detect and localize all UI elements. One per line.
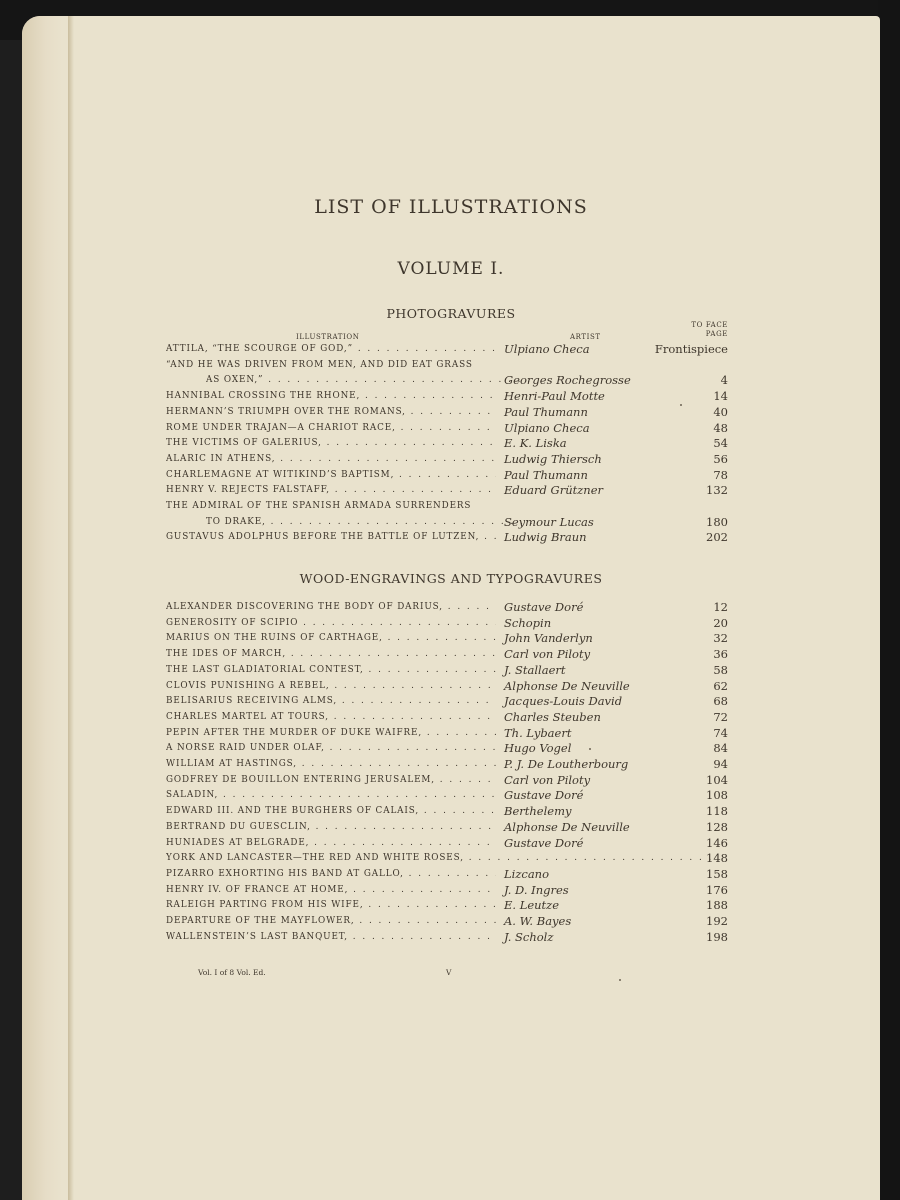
column-header-artist: ARTIST <box>570 333 601 341</box>
illustration-title: BERTRAND DU GUESCLIN, . . . <box>166 822 496 832</box>
page-number: 192 <box>706 914 728 928</box>
volume-heading: VOLUME I. <box>397 259 505 279</box>
paper-speck <box>680 404 682 406</box>
table-row <box>166 342 728 358</box>
illustration-title: MARIUS ON THE RUINS OF CARTHAGE, . . . <box>166 633 496 643</box>
column-header-illustration: ILLUSTRATION <box>296 333 360 341</box>
page-number: 108 <box>706 788 728 803</box>
wood-engravings-heading: WOOD-ENGRAVINGS AND TYPOGRAVURES <box>299 571 603 586</box>
artist-name: Carl von Piloty <box>504 772 591 787</box>
table-row <box>166 647 728 663</box>
table-row <box>166 600 728 616</box>
page-number: 32 <box>713 631 728 646</box>
illustration-title: TO DRAKE, . . . <box>206 517 536 527</box>
table-row <box>166 499 728 515</box>
page-number: 94 <box>713 757 728 771</box>
page-number: 74 <box>713 725 728 740</box>
artist-name: Charles Steuben <box>504 709 601 724</box>
page-number: 198 <box>706 929 728 944</box>
page-number: 104 <box>706 772 728 787</box>
illustration-title: CHARLEMAGNE AT WITIKIND’S BAPTISM, . . . <box>166 470 496 480</box>
artist-name: Seymour Lucas <box>504 514 594 529</box>
page-number: 68 <box>713 694 728 709</box>
artist-name: Paul Thumann <box>504 404 588 419</box>
spine-shadow <box>68 16 74 1200</box>
table-row <box>166 468 728 484</box>
table-row <box>166 694 728 710</box>
page-number: 14 <box>713 389 728 404</box>
illustration-title: BELISARIUS RECEIVING ALMS, . . . <box>166 696 496 706</box>
illustration-title: CLOVIS PUNISHING A REBEL, . . . <box>166 681 496 691</box>
table-row <box>166 373 728 389</box>
illustration-title: HENRY IV. OF FRANCE AT HOME, . . . <box>166 885 496 895</box>
page-number: Frontispiece <box>654 342 728 356</box>
table-row <box>166 930 728 946</box>
table-row <box>166 710 728 726</box>
photogravures-heading: PHOTOGRAVURES <box>386 306 516 321</box>
table-row <box>166 820 728 836</box>
paper-speck <box>589 748 591 750</box>
page-number: 132 <box>706 483 728 498</box>
illustration-title: THE LAST GLADIATORIAL CONTEST, . . . <box>166 665 496 675</box>
illustration-title: A NORSE RAID UNDER OLAF, . . . <box>166 743 496 753</box>
table-row <box>166 358 728 374</box>
page-number: 188 <box>706 898 728 913</box>
edition-note: Vol. I of 8 Vol. Ed. <box>198 968 266 977</box>
table-row <box>166 389 728 405</box>
page-title: LIST OF ILLUSTRATIONS <box>314 196 588 218</box>
artist-name: Lizcano <box>504 866 550 881</box>
illustration-title: HUNIADES AT BELGRADE, . . . <box>166 838 496 848</box>
artist-name: Berthelemy <box>504 804 572 819</box>
table-row <box>166 867 728 883</box>
artist-name: Gustave Doré <box>504 835 584 850</box>
page-number: 180 <box>706 514 728 529</box>
artist-name: Ulpiano Checa <box>504 420 590 435</box>
illustration-title: GENEROSITY OF SCIPIO . . . <box>166 618 496 628</box>
page-number: 4 <box>720 373 728 388</box>
artist-name: Henri-Paul Motte <box>504 389 605 404</box>
artist-name: Gustave Doré <box>504 600 584 614</box>
artist-name: Gustave Doré <box>504 788 584 803</box>
book-cloth-right <box>878 0 900 1200</box>
artist-name: P. J. De Loutherbourg <box>504 757 629 771</box>
illustration-title: RALEIGH PARTING FROM HIS WIFE, . . . <box>166 900 496 910</box>
page-gutter <box>22 16 62 1200</box>
illustration-title: DEPARTURE OF THE MAYFLOWER, . . . <box>166 916 496 926</box>
paper-speck <box>619 979 621 981</box>
page-number: 48 <box>713 420 728 435</box>
artist-name: Carl von Piloty <box>504 647 591 662</box>
table-row <box>166 788 728 804</box>
artist-name: Alphonse De Neuville <box>504 819 630 834</box>
artist-name: Jacques-Louis David <box>504 694 623 709</box>
table-row <box>166 421 728 437</box>
illustration-title: HENRY V. REJECTS FALSTAFF, . . . <box>166 485 496 495</box>
illustration-title: HERMANN’S TRIUMPH OVER THE ROMANS, . . . <box>166 407 496 417</box>
page-number: 146 <box>706 835 728 850</box>
page-folio: V <box>446 968 452 977</box>
book-page <box>22 16 880 1200</box>
table-row <box>166 804 728 820</box>
table-row <box>166 663 728 679</box>
artist-name: Eduard Grützner <box>504 483 604 498</box>
illustration-title: PEPIN AFTER THE MURDER OF DUKE WAIFRE, . . . <box>166 728 496 738</box>
illustration-title: WILLIAM AT HASTINGS, . . . <box>166 759 496 769</box>
table-row <box>166 679 728 695</box>
illustration-title: AS OXEN,” . . . <box>206 375 536 385</box>
artist-name: Ulpiano Checa <box>504 342 590 356</box>
table-row <box>166 773 728 789</box>
illustration-title: ALEXANDER DISCOVERING THE BODY OF DARIUS, . . . <box>166 602 496 612</box>
artist-name: Hugo Vogel <box>504 741 572 756</box>
illustration-title: GODFREY DE BOUILLON ENTERING JERUSALEM, . . . <box>166 775 496 785</box>
artist-name: E. Leutze <box>504 898 560 913</box>
table-row <box>166 914 728 930</box>
page-number: 20 <box>713 615 728 630</box>
artist-name: J. Scholz <box>504 929 554 944</box>
artist-name: Paul Thumann <box>504 467 588 482</box>
illustration-title: CHARLES MARTEL AT TOURS, . . . <box>166 712 496 722</box>
page-number: 118 <box>706 804 728 819</box>
artist-name: E. K. Liska <box>504 436 567 451</box>
page-number: 56 <box>713 451 728 466</box>
page-number: 176 <box>706 882 728 897</box>
artist-name: Georges Rochegrosse <box>504 373 631 388</box>
illustration-title: WALLENSTEIN’S LAST BANQUET, . . . <box>166 932 496 942</box>
illustration-title: THE VICTIMS OF GALERIUS, . . . <box>166 438 496 448</box>
column-header-page-line1: TO FACE <box>691 321 728 329</box>
column-header-page-line2: PAGE <box>705 330 728 338</box>
page-number: 40 <box>713 404 728 419</box>
page-number: 54 <box>713 436 728 451</box>
artist-name: John Vanderlyn <box>504 631 593 646</box>
illustration-title: THE IDES OF MARCH, . . . <box>166 649 496 659</box>
artist-name: J. Stallaert <box>504 662 566 677</box>
illustration-title: GUSTAVUS ADOLPHUS BEFORE THE BATTLE OF LUTZEN, . . . <box>166 532 496 542</box>
illustration-title: “AND HE WAS DRIVEN FROM MEN, AND DID EAT GRASS <box>166 359 473 370</box>
artist-name: Ludwig Thiersch <box>504 451 602 466</box>
illustration-title: HANNIBAL CROSSING THE RHONE, . . . <box>166 391 496 401</box>
illustration-title: YORK AND LANCASTER—THE RED AND WHITE ROSES, . . . <box>166 853 714 863</box>
page-number: 72 <box>713 709 728 724</box>
page-number: 158 <box>706 866 728 881</box>
illustration-title: ROME UNDER TRAJAN—A CHARIOT RACE, . . . <box>166 423 496 433</box>
page-number: 148 <box>706 851 728 866</box>
table-row <box>166 515 728 531</box>
artist-name: J. D. Ingres <box>504 882 569 897</box>
table-row <box>166 530 728 546</box>
page-number: 78 <box>713 467 728 482</box>
table-row <box>166 631 728 647</box>
table-row <box>166 616 728 632</box>
table-row <box>166 741 728 757</box>
table-row <box>166 483 728 499</box>
illustration-title: SALADIN, . . . <box>166 790 496 800</box>
table-row <box>166 851 728 867</box>
illustration-title: EDWARD III. AND THE BURGHERS OF CALAIS, . . . <box>166 806 496 816</box>
illustration-title: THE ADMIRAL OF THE SPANISH ARMADA SURRENDERS <box>166 501 472 511</box>
artist-name: A. W. Bayes <box>504 914 572 928</box>
table-row <box>166 436 728 452</box>
table-row <box>166 726 728 742</box>
illustration-title: PIZARRO EXHORTING HIS BAND AT GALLO, . . . <box>166 869 496 879</box>
page-number: 58 <box>713 662 728 677</box>
page-number: 202 <box>706 530 728 545</box>
illustration-title: ATTILA, “THE SCOURGE OF GOD,” . . . <box>166 344 496 354</box>
artist-name: Schopin <box>504 615 552 630</box>
table-row <box>166 757 728 773</box>
table-row <box>166 452 728 468</box>
page-number: 62 <box>713 678 728 693</box>
table-row <box>166 883 728 899</box>
table-row <box>166 898 728 914</box>
page-number: 84 <box>713 741 728 756</box>
page-number: 36 <box>713 647 728 662</box>
artist-name: Alphonse De Neuville <box>504 678 630 693</box>
page-number: 128 <box>706 819 728 834</box>
table-row <box>166 405 728 421</box>
artist-name: Ludwig Braun <box>504 530 587 545</box>
table-row <box>166 836 728 852</box>
page-number: 12 <box>713 600 728 614</box>
artist-name: Th. Lybaert <box>504 725 572 740</box>
illustration-title: ALARIC IN ATHENS, . . . <box>166 454 496 464</box>
